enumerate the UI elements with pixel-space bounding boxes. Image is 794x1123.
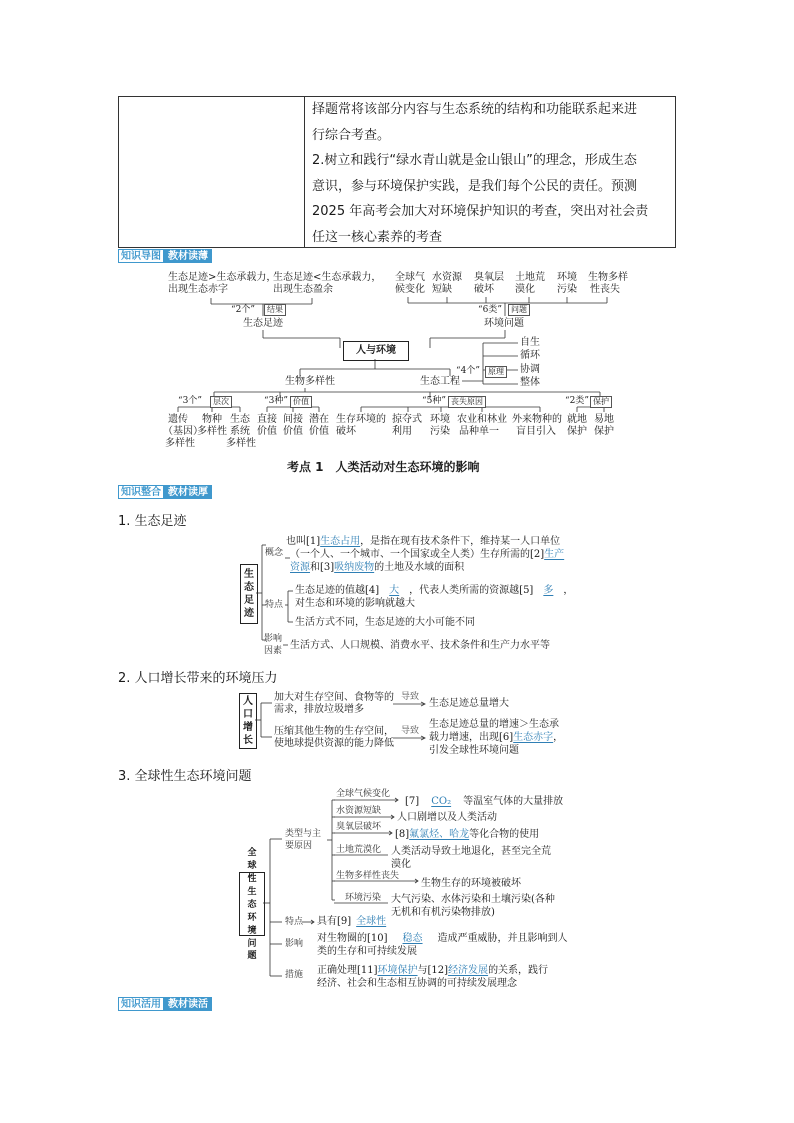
- eco-engineering-node: 生态工程: [420, 376, 460, 387]
- env-problem-item: 破坏: [474, 284, 494, 295]
- env-problem-item: 生物多样: [588, 272, 628, 283]
- footprint-deficit-text: 出现生态赤字: [168, 284, 228, 295]
- principle-item: 整体: [520, 377, 540, 388]
- box-char: 口: [243, 709, 253, 720]
- text: 等温室气体的大量排放: [463, 796, 564, 807]
- text: ，代表人类所需的资源越[5]: [409, 585, 534, 596]
- loss-item: 农业和林业: [457, 414, 507, 425]
- value-tag: 价值: [290, 396, 312, 408]
- level-count-tag: “3个”: [178, 396, 202, 406]
- level-item: 生态: [230, 414, 250, 425]
- box-char: 球: [247, 861, 257, 871]
- footprint-deficit-text: 生态足迹>生态承载力，: [168, 272, 277, 283]
- text: [7]: [405, 796, 420, 807]
- answer-12: 经济发展: [448, 965, 489, 976]
- loss-item: 外来物种的: [512, 414, 562, 425]
- level-item: 遗传: [168, 414, 188, 425]
- box-char: 生: [247, 887, 257, 897]
- value-item: 价值: [283, 426, 303, 437]
- answer-8: 氟氯烃、哈龙: [409, 829, 470, 840]
- badge-right: 教材读活: [164, 997, 212, 1011]
- feature-label: 特点: [285, 917, 304, 927]
- badge-left: 知识整合: [118, 485, 164, 499]
- box-char: 性: [247, 874, 257, 884]
- impact-line-1: [317, 933, 568, 945]
- protection-item: 易地: [594, 414, 614, 425]
- biodiversity-node: 生物多样性: [285, 376, 335, 387]
- env-problem-item: 全球气: [395, 272, 425, 283]
- text: 对生物圈的[10]: [317, 933, 388, 944]
- box-char: 境: [247, 926, 257, 936]
- value-item: 潜在: [309, 414, 329, 425]
- arrow-label: 导致: [401, 692, 420, 702]
- level-item: 多样性: [165, 438, 195, 449]
- box-char: 人: [243, 696, 253, 707]
- value-count-tag: “3种”: [264, 396, 288, 406]
- type-water-shortage: 水资源短缺: [336, 806, 382, 816]
- loss-item: 环境: [430, 414, 450, 425]
- concept-label: 概念: [265, 548, 284, 558]
- value-item: 价值: [309, 426, 329, 437]
- env-problem-item: 漠化: [515, 284, 535, 295]
- answer-3: 吸纳废物: [334, 562, 375, 573]
- text: 造成严重威胁，并且影响到人: [437, 933, 568, 944]
- text: 正确处理[11]: [317, 965, 378, 976]
- loss-item: 破坏: [336, 426, 356, 437]
- level-item: 多样性: [197, 426, 227, 437]
- box-char: 题: [247, 951, 257, 961]
- principle-item: 协调: [520, 364, 540, 375]
- type-biodiversity-loss: 生物多样性丧失: [336, 871, 400, 881]
- text: 载力增速，出现[6]: [429, 732, 514, 743]
- eco-count-tag: “4个”: [456, 366, 480, 376]
- badge-right: 教材读薄: [164, 249, 212, 263]
- loss-cause-tag: 丧失原因: [448, 396, 486, 408]
- loss-count-tag: “5种”: [422, 396, 446, 406]
- cause-water: 人口剧增以及人类活动: [397, 812, 497, 823]
- cause-ozone: [395, 829, 539, 841]
- cause-pollution: 大气污染、水体污染和土壤污染(各种: [391, 894, 555, 905]
- type-cause-label: 要原因: [285, 841, 313, 851]
- answer-11: 环境保护: [377, 965, 418, 976]
- protection-item: 就地: [567, 414, 587, 425]
- type-desertification: 土地荒漠化: [336, 845, 382, 855]
- impact-label: 影响: [285, 939, 304, 949]
- cause-desert: 人类活动导致土地退化，甚至完全荒: [391, 846, 551, 857]
- cause-biodiversity: 生物生存的环境被破坏: [421, 878, 521, 889]
- arrow-label: 导致: [401, 726, 420, 736]
- protection-tag: 保护: [590, 396, 612, 408]
- type-climate-change: 全球气候变化: [336, 789, 391, 799]
- protection-item: 保护: [594, 426, 614, 437]
- footprint-node: 生态足迹: [243, 318, 283, 329]
- loss-item: 品种单一: [459, 426, 499, 437]
- text: 生态足迹的值越[4]: [295, 585, 380, 596]
- section-badge-application: [118, 997, 212, 1011]
- box-char: 全: [247, 848, 257, 858]
- type-cause-label: 类型与主: [285, 829, 322, 839]
- box-char: 迹: [244, 608, 254, 619]
- feature-label: 特点: [265, 600, 284, 610]
- topic-heading: 考点 1 人类活动对生态环境的影响: [287, 460, 480, 474]
- env-problem-item: 土地荒: [515, 272, 545, 283]
- pressure-cause-1: 加大对生存空间、食物等的: [274, 692, 394, 703]
- section-title-global-problems: 3. 全球性生态环境问题: [118, 769, 252, 784]
- type-ozone-depletion: 臭氧层破坏: [336, 822, 382, 832]
- badge-left: 知识活用: [118, 997, 164, 1011]
- env-problem-item: 水资源: [432, 272, 462, 283]
- section-title-footprint: 1. 生态足迹: [118, 514, 187, 529]
- env-problem-item: 性丧失: [590, 284, 620, 295]
- env-problem-item: 候变化: [395, 284, 425, 295]
- answer-5: 多: [543, 585, 554, 596]
- table-line: 行综合考查。: [312, 127, 391, 143]
- type-pollution: 环境污染: [345, 893, 382, 903]
- center-node-human-environment: 人与环境: [343, 341, 409, 361]
- pressure-result-1: 生态足迹总量增大: [429, 698, 509, 709]
- section-title-population: 2. 人口增长带来的环境压力: [118, 671, 278, 686]
- feature-global: [317, 916, 391, 928]
- env-problem-tag: 问题: [508, 304, 530, 316]
- text: 和[3]: [310, 562, 335, 573]
- pressure-result-2: 生态足迹总量的增速＞生态承: [429, 719, 559, 730]
- text: ，是指在现有技术条件下，维持某一人口单位: [360, 536, 561, 547]
- badge-right: 教材读厚: [164, 485, 212, 499]
- loss-item: 生存环境的: [336, 414, 386, 425]
- table-line: 任这一核心素养的考查: [312, 229, 443, 245]
- answer-9: 全球性: [356, 916, 387, 927]
- text: 与[12]: [417, 965, 449, 976]
- box-char: 环: [247, 913, 257, 923]
- principle-item: 自生: [520, 337, 540, 348]
- box-char: 增: [243, 722, 253, 733]
- pressure-cause-1: 需求，排放垃圾增多: [274, 704, 364, 715]
- cause-desert: 漠化: [391, 859, 411, 870]
- loss-item: 利用: [392, 426, 412, 437]
- table-line: 2025 年高考会加大对环境保护知识的考查，突出对社会责: [312, 204, 649, 219]
- loss-item: 盲目引入: [516, 426, 556, 437]
- env-problem-item: 环境: [557, 272, 577, 283]
- text: 等化合物的使用: [469, 829, 540, 840]
- env-problem-item: 臭氧层: [474, 272, 504, 283]
- factor-line: 生活方式、人口规模、消费水平、技术条件和生产力水平等: [290, 640, 550, 651]
- box-char: 足: [244, 595, 254, 606]
- value-item: 直接: [257, 414, 277, 425]
- table-line: 意识，参与环境保护实践，是我们每个公民的责任。预测: [312, 178, 638, 194]
- env-problem-item: 短缺: [432, 284, 452, 295]
- box-char: 态: [247, 900, 257, 910]
- pressure-result-2: 引发全球性环境问题: [429, 745, 519, 756]
- measure-line-2: 经济、社会和生态相互协调的可持续发展理念: [317, 978, 517, 989]
- measure-line-1: [317, 965, 548, 977]
- box-char: 生: [244, 569, 254, 580]
- answer-7: CO₂: [431, 796, 452, 807]
- footprint-count-tag: “2个”: [231, 305, 255, 315]
- principle-item: 循环: [520, 350, 540, 361]
- loss-item: 掠夺式: [392, 414, 422, 425]
- env-count-tag: “6类”: [478, 305, 502, 315]
- factor-label: 因素: [264, 646, 283, 656]
- feature-line-2: 对生态和环境的影响就越大: [295, 598, 415, 609]
- feature-line-3: 生活方式不同，生态足迹的大小可能不同: [295, 617, 475, 628]
- text: 的土地及水域的面积: [374, 562, 465, 573]
- box-char: 问: [247, 939, 257, 949]
- eco-principle-tag: 原理: [485, 366, 507, 378]
- level-item: 系统: [230, 426, 250, 437]
- level-item: 多样性: [226, 438, 256, 449]
- cause-climate: [405, 796, 563, 808]
- value-item: 间接: [283, 414, 303, 425]
- loss-item: 污染: [430, 426, 450, 437]
- footprint-result-tag: 结果: [264, 304, 286, 316]
- text: ，: [553, 732, 564, 743]
- text: 具有[9]: [317, 916, 352, 927]
- impact-line-2: 类的生存和可持续发展: [317, 946, 417, 957]
- footprint-surplus-text: 生态足迹<生态承载力，: [273, 272, 382, 283]
- protection-item: 保护: [567, 426, 587, 437]
- text: [8]: [395, 829, 410, 840]
- answer-2: 资源: [290, 562, 310, 573]
- box-char: 长: [243, 735, 253, 746]
- text: （一个人、一个城市、一个国家或全人类）生存所需的[2]: [290, 549, 545, 560]
- cause-pollution: 无机和有机污染物排放): [391, 907, 495, 918]
- answer-1: 生态占用: [320, 536, 361, 547]
- table-line: 择题常将该部分内容与生态系统的结构和功能联系起来进: [312, 102, 638, 117]
- protection-count-tag: “2类”: [565, 396, 589, 406]
- badge-left: 知识导图: [118, 249, 164, 263]
- answer-4: 大: [389, 585, 400, 596]
- level-item: （基因）: [163, 426, 203, 437]
- level-item: 物种: [202, 414, 222, 425]
- footprint-surplus-text: 出现生态盈余: [273, 284, 333, 295]
- value-item: 价值: [257, 426, 277, 437]
- pressure-cause-2: 压缩其他生物的生存空间，: [274, 726, 394, 737]
- env-problem-item: 污染: [557, 284, 577, 295]
- text: ，: [563, 585, 574, 596]
- answer-6: 生态赤字: [513, 732, 554, 743]
- level-tag: 层次: [210, 396, 232, 408]
- answer-2: 生产: [544, 549, 565, 560]
- table-line: 2.树立和践行“绿水青山就是金山银山”的理念，形成生态: [312, 153, 637, 168]
- measure-label: 措施: [285, 970, 304, 980]
- pressure-cause-2: 使地球提供资源的能力降低: [274, 738, 394, 749]
- text: 的关系，践行: [488, 965, 549, 976]
- factor-label: 影响: [264, 634, 283, 644]
- box-char: 态: [244, 582, 254, 593]
- text: 也叫[1]: [286, 536, 321, 547]
- answer-10: 稳态: [402, 933, 423, 944]
- env-problem-node: 环境问题: [484, 318, 524, 329]
